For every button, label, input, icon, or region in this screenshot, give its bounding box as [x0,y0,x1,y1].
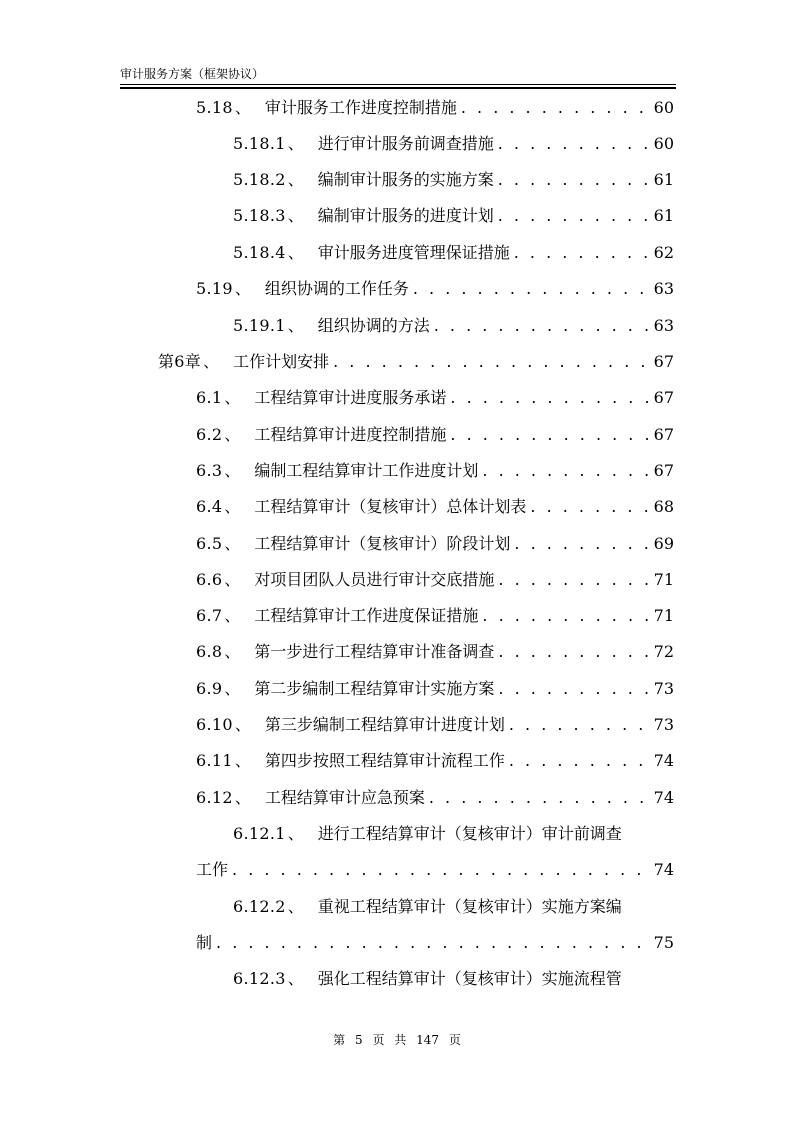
toc-separator: 、 [234,279,251,298]
footer-total-pages: 147 [416,1033,440,1047]
toc-number: 6.12.3 [233,969,286,988]
toc-title: 工作计划安排 [233,352,330,371]
toc-page: 71 [653,570,674,589]
toc-title: 第一步进行工程结算审计准备调查 [254,642,495,661]
toc-page: 62 [653,243,674,262]
toc-title-continuation: 制 [196,933,213,952]
toc-separator: 、 [203,352,220,371]
toc-leader [498,167,650,193]
toc-number: 5.18.3 [233,206,286,225]
header-title: 审计服务方案（框架协议） [120,67,265,81]
toc-number: 6.11 [196,751,233,770]
toc-entry[interactable] [233,131,674,157]
footer-prefix: 第 [333,1033,346,1047]
toc-page: 74 [653,788,674,807]
toc-separator: 、 [224,679,241,698]
toc-page: 75 [653,933,674,952]
toc-leader [514,531,649,557]
toc-separator: 、 [224,461,241,480]
toc-separator: 、 [224,606,241,625]
toc-title: 进行审计服务前调查措施 [317,134,494,153]
toc-page: 73 [653,715,674,734]
toc-leader [514,240,650,266]
toc-separator: 、 [287,897,304,916]
toc-entry[interactable] [233,167,674,193]
toc-separator: 、 [234,788,251,807]
toc-number: 6.8 [196,642,223,661]
toc-leader [509,712,650,738]
toc-leader [498,567,649,593]
toc-entry[interactable] [196,458,674,484]
toc-title: 编制审计服务的进度计划 [317,206,494,225]
toc-page: 61 [653,170,674,189]
toc-separator: 、 [234,751,251,770]
toc-number: 6.3 [196,461,223,480]
toc-title: 工程结算审计进度控制措施 [254,425,447,444]
toc-entry[interactable] [233,313,674,339]
toc-page: 67 [653,352,674,371]
toc-entry-continuation[interactable] [196,930,674,956]
toc-separator: 、 [224,570,241,589]
toc-leader [482,603,649,629]
toc-number: 第6章 [158,352,202,371]
toc-leader [498,676,649,702]
toc-leader [429,785,650,811]
header-rule-thick [120,87,676,89]
toc-entry[interactable] [196,567,674,593]
toc-entry[interactable] [196,603,674,629]
toc-number: 6.2 [196,425,223,444]
toc-title: 工程结算审计应急预案 [264,788,425,807]
toc-title-continuation: 工作 [196,860,229,879]
toc-title: 组织协调的方法 [317,316,430,335]
toc-entry[interactable] [158,349,674,375]
toc-title: 工程结算审计进度服务承诺 [254,388,447,407]
toc-title: 强化工程结算审计（复核审计）实施流程管 [317,969,622,988]
toc-separator: 、 [234,715,251,734]
toc-leader [461,95,650,121]
toc-separator: 、 [224,425,241,444]
toc-title: 重视工程结算审计（复核审计）实施方案编 [317,897,622,916]
footer-current-page: 5 [354,1033,363,1047]
toc-separator: 、 [224,642,241,661]
page-footer [0,1032,794,1048]
toc-separator: 、 [224,497,241,516]
toc-separator: 、 [287,243,304,262]
toc-entry[interactable] [233,966,674,992]
toc-entry[interactable] [196,422,674,448]
toc-leader [413,276,650,302]
toc-title: 工程结算审计（复核审计）阶段计划 [254,534,511,553]
toc-page: 68 [653,497,674,516]
toc-entry[interactable] [196,494,674,520]
toc-entry[interactable] [196,531,674,557]
toc-number: 6.12.2 [233,897,286,916]
footer-total-word: 共 [394,1033,407,1047]
toc-page: 67 [653,388,674,407]
toc-entry-continuation[interactable] [196,857,674,883]
footer-page-word: 页 [372,1033,385,1047]
toc-entry[interactable] [196,785,674,811]
toc-leader [498,203,650,229]
toc-number: 6.7 [196,606,223,625]
toc-number: 6.4 [196,497,223,516]
toc-separator: 、 [287,824,304,843]
toc-page: 74 [653,751,674,770]
toc-number: 6.5 [196,534,223,553]
toc-entry[interactable] [196,95,674,121]
toc-number: 5.18.1 [233,134,286,153]
toc-leader [498,639,649,665]
toc-separator: 、 [287,969,304,988]
toc-title: 审计服务工作进度控制措施 [264,98,457,117]
toc-entry[interactable] [196,276,674,302]
toc-entry[interactable] [233,894,674,920]
toc-title: 第三步编制工程结算审计进度计划 [264,715,505,734]
toc-page: 63 [653,279,674,298]
toc-title: 审计服务进度管理保证措施 [317,243,510,262]
toc-title: 组织协调的工作任务 [264,279,409,298]
toc-title: 编制审计服务的实施方案 [317,170,494,189]
toc-entry[interactable] [233,240,674,266]
toc-leader [216,930,650,956]
toc-number: 6.12 [196,788,233,807]
toc-page: 73 [653,679,674,698]
toc-separator: 、 [287,206,304,225]
toc-entry[interactable] [196,639,674,665]
toc-leader [498,131,650,157]
toc-entry[interactable] [196,748,674,774]
toc-leader [333,349,650,375]
toc-page: 61 [653,206,674,225]
toc-separator: 、 [234,98,251,117]
toc-title: 工程结算审计工作进度保证措施 [254,606,479,625]
toc-number: 5.18.4 [233,243,286,262]
toc-title: 对项目团队人员进行审计交底措施 [254,570,495,589]
toc-number: 6.1 [196,388,223,407]
toc-separator: 、 [224,388,241,407]
toc-number: 5.19 [196,279,233,298]
footer-suffix: 页 [448,1033,461,1047]
toc-leader [232,857,650,883]
toc-title: 第二步编制工程结算审计实施方案 [254,679,495,698]
toc-page: 63 [653,316,674,335]
toc-page: 74 [653,860,674,879]
toc-entry[interactable] [196,385,674,411]
header-rule-thin [120,84,676,85]
toc-leader [509,748,650,774]
toc-entry[interactable] [233,203,674,229]
toc-page: 60 [653,134,674,153]
toc-entry[interactable] [196,712,674,738]
toc-separator: 、 [287,170,304,189]
toc-title: 工程结算审计（复核审计）总体计划表 [254,497,527,516]
toc-number: 5.19.1 [233,316,286,335]
toc-title: 进行工程结算审计（复核审计）审计前调查 [317,824,622,843]
toc-title: 编制工程结算审计工作进度计划 [254,461,479,480]
toc-separator: 、 [287,316,304,335]
toc-leader [434,313,650,339]
toc-number: 6.12.1 [233,824,286,843]
toc-entry[interactable] [233,821,674,847]
toc-entry[interactable] [196,676,674,702]
toc-separator: 、 [224,534,241,553]
toc-page: 71 [653,606,674,625]
toc-leader [482,458,649,484]
toc-page: 67 [653,425,674,444]
toc-number: 5.18 [196,98,233,117]
toc-leader [450,385,649,411]
toc-number: 6.10 [196,715,233,734]
toc-page: 72 [653,642,674,661]
toc-number: 6.9 [196,679,223,698]
toc-leader [530,494,649,520]
toc-page: 67 [653,461,674,480]
toc-number: 5.18.2 [233,170,286,189]
toc-leader [450,422,649,448]
toc-number: 6.6 [196,570,223,589]
toc-page: 69 [653,534,674,553]
toc-page: 60 [653,98,674,117]
toc-title: 第四步按照工程结算审计流程工作 [264,751,505,770]
toc-separator: 、 [287,134,304,153]
